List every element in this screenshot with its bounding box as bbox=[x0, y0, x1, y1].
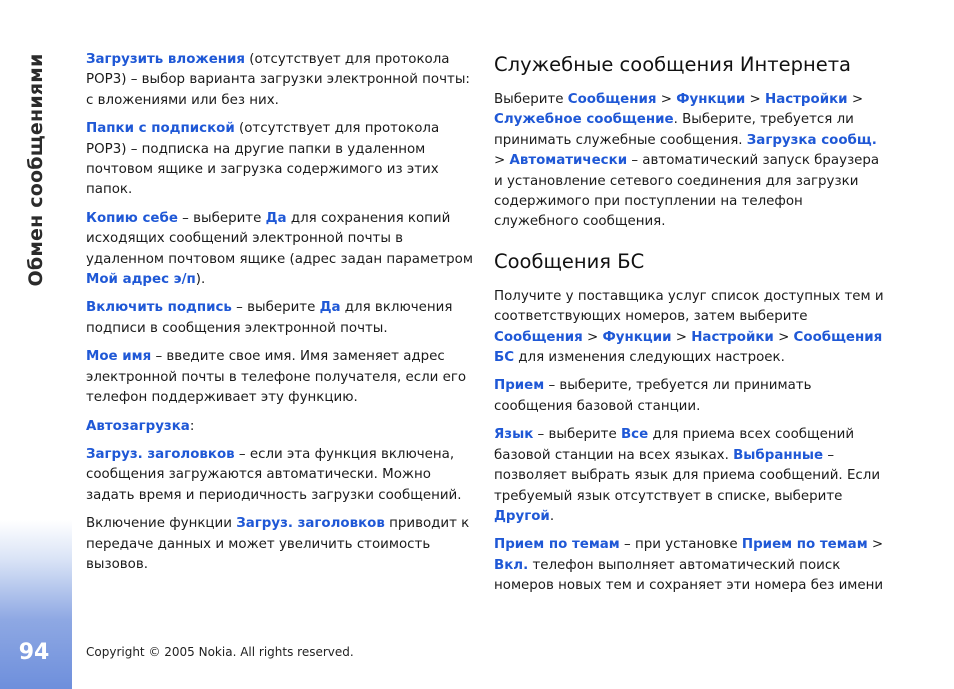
heading-cell-broadcast: Сообщения БС bbox=[494, 249, 645, 273]
paragraph-text: > bbox=[745, 92, 765, 107]
paragraph-text: – введите свое имя. Имя заменяет адрес электронной почты в телефоне получателя, если его телефон поддерживает эту функцию. bbox=[86, 349, 467, 406]
menu-option-term: Копию себе bbox=[86, 210, 178, 226]
menu-option-term: Папки с подпиской bbox=[86, 121, 235, 137]
paragraph-text: ). bbox=[195, 272, 206, 288]
paragraph bbox=[86, 347, 474, 408]
menu-option-term: Функции bbox=[602, 329, 672, 345]
paragraph bbox=[86, 50, 474, 111]
paragraph bbox=[494, 425, 889, 527]
menu-option-term: Прием по темам bbox=[741, 537, 868, 553]
menu-option-term: Мое имя bbox=[86, 349, 152, 365]
paragraph bbox=[494, 90, 889, 233]
cell-broadcast-block bbox=[494, 287, 889, 597]
paragraph-text: . bbox=[549, 508, 555, 524]
paragraph-text: для изменения следующих настроек. bbox=[514, 350, 785, 366]
paragraph-text: телефон выполняет автоматический поиск номеров новых тем и сохраняет эти номера без имени bbox=[494, 557, 884, 594]
paragraph-text: > bbox=[656, 92, 677, 107]
menu-option-term: Загруз. заголовков bbox=[86, 446, 235, 462]
menu-option-term: Вкл. bbox=[494, 557, 529, 573]
menu-option-term: Служебное сообщение bbox=[494, 112, 674, 128]
paragraph bbox=[494, 376, 889, 417]
section-title: Обмен сообщениями bbox=[25, 53, 47, 287]
right-column bbox=[494, 50, 889, 605]
menu-option-term: Автоматически bbox=[509, 153, 628, 169]
menu-option-term: Автозагрузка bbox=[86, 418, 190, 434]
copyright-footer: Copyright © 2005 Nokia. All rights reserved. bbox=[86, 645, 354, 659]
menu-option-term: Все bbox=[620, 427, 649, 443]
service-messages-block bbox=[494, 90, 889, 233]
paragraph-text: > bbox=[494, 153, 510, 169]
menu-option-term: Сообщения bbox=[567, 92, 657, 107]
menu-option-term: Сообщения БС bbox=[494, 329, 883, 366]
menu-option-term: Мой адрес э/п bbox=[86, 272, 196, 288]
menu-option-term: Сообщения bbox=[494, 329, 583, 345]
left-column bbox=[86, 50, 474, 583]
menu-option-term: Язык bbox=[494, 427, 534, 443]
paragraph-text: – автоматический запуск браузера и установление сетевого соединения для загрузки содержимого при поступлении на телефон служебного сообщения. bbox=[494, 153, 880, 230]
paragraph-text: для сохранения копий исходящих сообщений электронной почты в удаленном почтовом ящике (адрес задан параметром bbox=[86, 210, 473, 267]
menu-option-term: Функции bbox=[676, 92, 746, 107]
paragraph-text: – выберите bbox=[177, 210, 266, 226]
menu-option-term: Настройки bbox=[764, 92, 848, 107]
paragraph bbox=[86, 298, 474, 339]
paragraph-text: (отсутствует для протокола POP3) – подписка на другие папки в удаленном почтовом ящике и загрузка содержимого из этих папок. bbox=[86, 121, 440, 198]
sidebar bbox=[0, 0, 72, 689]
paragraph-text: > bbox=[773, 329, 794, 345]
heading-internet-service-messages: Служебные сообщения Интернета bbox=[494, 53, 851, 76]
paragraph bbox=[86, 514, 474, 575]
paragraph bbox=[86, 119, 474, 201]
paragraph-text: приводит к передаче данных и может увеличить стоимость вызовов. bbox=[86, 516, 470, 572]
paragraph-text: > bbox=[847, 92, 864, 107]
menu-option-term: Прием bbox=[494, 378, 545, 394]
menu-option-term: Да bbox=[319, 300, 341, 316]
paragraph-text: – если эта функция включена, сообщения загружаются автоматически. Можно задать время и периодичность загрузки сообщений. bbox=[86, 446, 462, 503]
paragraph-text: (отсутствует для протокола POP3) – выбор варианта загрузки электронной почты: с вложениями или без них. bbox=[86, 52, 470, 108]
paragraph-text: для приема всех сообщений базовой станции на всех языках. bbox=[494, 427, 855, 463]
paragraph bbox=[494, 535, 889, 596]
menu-option-term: Настройки bbox=[691, 329, 774, 345]
paragraph-text: Включение функции bbox=[86, 516, 237, 532]
menu-option-term: Включить подпись bbox=[86, 300, 232, 316]
paragraph bbox=[494, 287, 889, 369]
paragraph-text: – выберите bbox=[533, 427, 621, 443]
menu-option-term: Загруз. заголовков bbox=[236, 516, 385, 532]
menu-option-term: Загрузить вложения bbox=[86, 52, 246, 67]
paragraph bbox=[86, 209, 474, 291]
page-number: 94 bbox=[18, 640, 50, 665]
menu-option-term: Другой bbox=[494, 508, 550, 524]
paragraph-text: > bbox=[671, 329, 692, 345]
paragraph-text: – позволяет выбрать язык для приема сообщений. Если требуемый язык отсутствует в списке, выберите bbox=[494, 447, 881, 504]
paragraph-text: Выберите bbox=[494, 92, 568, 107]
paragraph-text: > bbox=[582, 329, 603, 345]
paragraph-text: – при установке bbox=[619, 537, 742, 553]
paragraph-text: – выберите, требуется ли принимать сообщения базовой станции. bbox=[494, 378, 812, 414]
paragraph-text: : bbox=[189, 418, 195, 434]
paragraph bbox=[86, 445, 474, 506]
paragraph-text: для включения подписи в сообщения электронной почты. bbox=[86, 300, 453, 336]
menu-option-term: Прием по темам bbox=[494, 537, 620, 553]
paragraph-text: > bbox=[867, 537, 884, 553]
paragraph bbox=[86, 417, 474, 437]
paragraph-text: Получите у поставщика услуг список доступных тем и соответствующих номеров, затем выберите bbox=[494, 288, 884, 325]
menu-option-term: Выбранные bbox=[733, 447, 824, 463]
menu-option-term: Да bbox=[265, 210, 287, 226]
menu-option-term: Загрузка сообщ. bbox=[746, 132, 877, 148]
paragraph-text: – выберите bbox=[231, 300, 320, 316]
paragraph-text: . Выберите, требуется ли принимать служебные сообщения. bbox=[494, 112, 854, 148]
